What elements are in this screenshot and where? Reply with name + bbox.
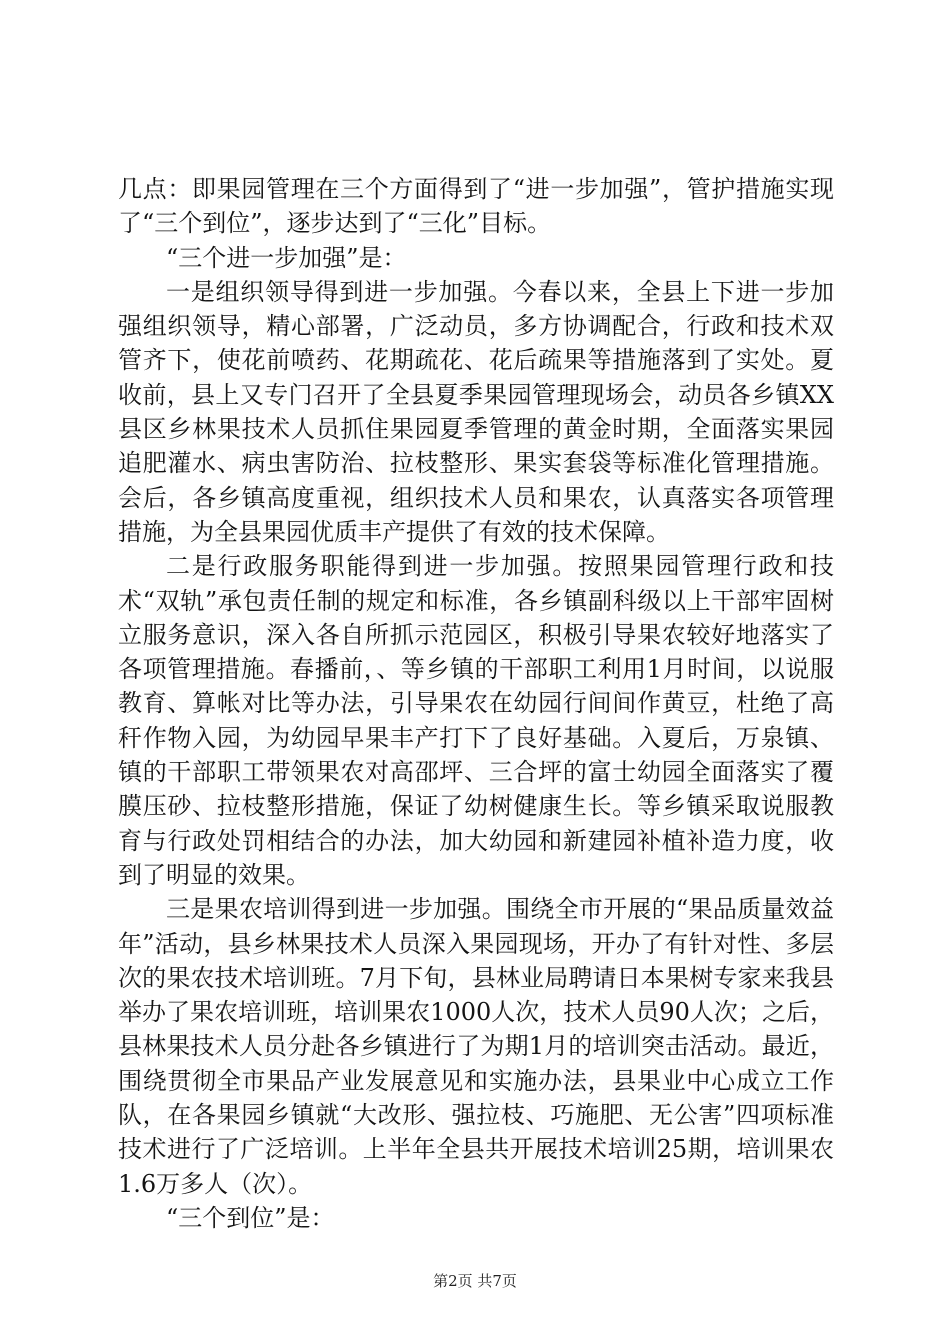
section-heading-three-strengthenings: “三个进一步加强”是：	[166, 243, 407, 272]
paragraph-organization-leadership: 一是组织领导得到进一步加强。今春以来，全县上下进一步加强组织领导，精心部署，广泛动员，多方协调配合，行政和技术双管齐下，使花前喷药、花期疏花、花后疏果等措施落到了实处。夏收前，县上又专门召开了全县夏季果园管理现场会，动员各乡镇XX县区乡林果技术人员抓住果园夏季管理的黄金时期，全面落实果园追肥灌水、病虫害防治、拉枝整形、果实套袋等标准化管理措施。会后，各乡镇高度重视，组织技术人员和果农，认真落实各项管理措施，为全县果园优质丰产提供了有效的技术保障。	[118, 277, 834, 546]
paragraph-administrative-service: 二是行政服务职能得到进一步加强。按照果园管理行政和技术“双轨”承包责任制的规定和标准，各乡镇副科级以上干部牢固树立服务意识，深入各自所抓示范园区，积极引导果农较好地落实了各项管理措施。春播前，、等乡镇的干部职工利用1月时间，以说服教育、算帐对比等办法，引导果农在幼园行间间作黄豆，杜绝了高秆作物入园，为幼园早果丰产打下了良好基础。入夏后，万泉镇、镇的干部职工带领果农对高邵坪、三合坪的富士幼园全面落实了覆膜压砂、拉枝整形措施，保证了幼树健康生长。等乡镇采取说服教育与行政处罚相结合的办法，加大幼园和新建园补植补造力度，收到了明显的效果。	[118, 552, 834, 889]
section-heading-three-in-place: “三个到位”是：	[166, 1203, 335, 1232]
page-number-footer: 第2页 共7页	[433, 1272, 517, 1290]
paragraph-continuation: 几点：即果园管理在三个方面得到了“进一步加强”，管护措施实现了“三个到位”，逐步达到了“三化”目标。	[118, 175, 834, 238]
document-body	[118, 172, 834, 1235]
paragraph-farmer-training: 三是果农培训得到进一步加强。围绕全市开展的“果品质量效益年”活动，县乡林果技术人员深入果园现场，开办了有针对性、多层次的果农技术培训班。7月下旬，县林业局聘请日本果树专家来我县举办了果农培训班，培训果农1000人次，技术人员90人次；之后，县林果技术人员分赴各乡镇进行了为期1月的培训突击活动。最近，围绕贯彻全市果品产业发展意见和实施办法，县果业中心成立工作队，在各果园乡镇就“大改形、强拉枝、巧施肥、无公害”四项标准技术进行了广泛培训。上半年全县共开展技术培训25期，培训果农1.6万多人（次）。	[118, 895, 834, 1198]
